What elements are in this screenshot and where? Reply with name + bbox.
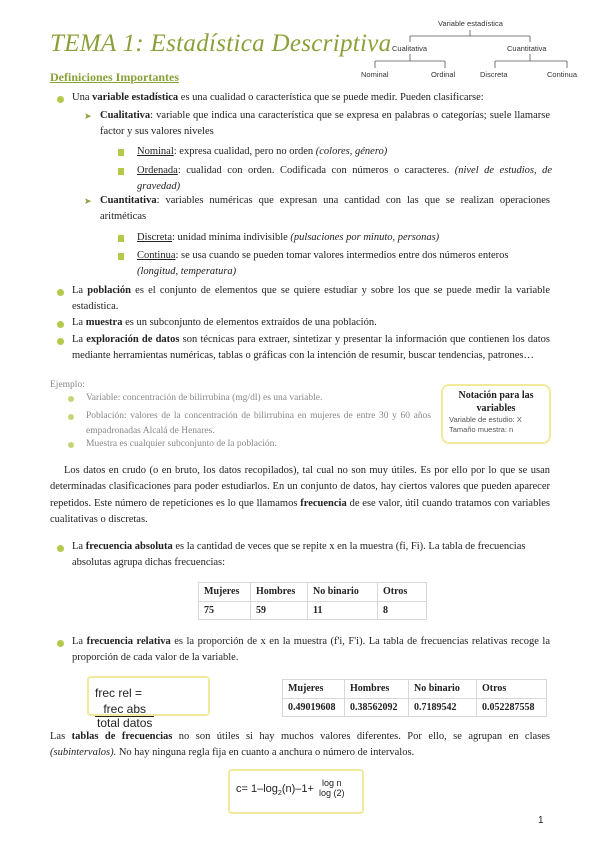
formula-denominator: total datos xyxy=(97,715,153,730)
variable-definition: Una variable estadística es una cualidad o característica que se puede medir. Pueden clasificarse: xyxy=(72,92,484,103)
notation-title: Notación para las variables xyxy=(458,390,534,414)
table-cell: 11 xyxy=(308,601,378,620)
table-header-cell: Otros xyxy=(477,680,547,699)
page-title: TEMA 1: Estadística Descriptiva xyxy=(50,30,392,57)
formula-numerator: log n xyxy=(321,778,342,788)
class-count-formula xyxy=(228,769,364,814)
continua-definition: Continua: se usa cuando se pueden tomar valores intermedios entre dos números enteros (longitud, temperatura) xyxy=(137,250,509,278)
poblacion-definition: La población es el conjunto de elementos que se quiere estudiar y sobre los que se puede medir la variable estadística. xyxy=(72,285,550,313)
square-bullet-icon xyxy=(118,149,124,156)
section-subtitle: Definiciones Importantes xyxy=(50,70,179,84)
diagram-nominal: Nominal xyxy=(361,70,389,79)
diagram-continua: Continua xyxy=(547,70,578,79)
bullet-icon xyxy=(57,321,64,328)
table-header-cell: Hombres xyxy=(251,583,308,602)
relative-frequency-formula xyxy=(87,676,210,730)
table-row xyxy=(283,698,547,717)
discreta-definition: Discreta: unidad mínima indivisible (pulsaciones por minuto, personas) xyxy=(137,232,440,243)
frecuencia-absoluta-definition: La frecuencia absoluta es la cantidad de veces que se repite x en la muestra (fi, Fi). La tabla de frecuencias absolutas agrupa dichas frecuencias: xyxy=(72,541,526,569)
diagram-root: Variable estadística xyxy=(438,19,503,28)
cuantitativa-definition: Cuantitativa: variables numéricas que expresan una cantidad con las que se realizan operaciones aritméticas xyxy=(100,195,550,223)
formula-fraction xyxy=(95,703,154,730)
table-header-row xyxy=(199,583,427,602)
table-row xyxy=(199,601,427,620)
frequency-paragraph: Los datos en crudo (o en bruto, los datos recopilados), tal cual no son muy útiles. Es por ello por lo que se usan determinadas clasificaciones para poder estudiarlos. En un conjunto de datos, hay ciertos valores que pueden aparecer repetidos. Este número de repeticiones es lo que llamamos frecuencia de ese valor, útil cuando tratamos con variables cualitativas o discretas. xyxy=(50,465,550,525)
bullet-icon xyxy=(57,96,64,103)
cualitativa-definition: Cualitativa: variable que indica una característica que se expresa en palabras o categorías; suele llamarse factor y sus valores niveles xyxy=(100,110,550,138)
absolute-frequency-table xyxy=(198,582,427,620)
formula-numerator: frec abs xyxy=(95,703,154,717)
formula-fraction xyxy=(317,779,347,799)
table-header-cell: Mujeres xyxy=(199,583,251,602)
formula-denominator: log (2) xyxy=(318,787,345,798)
bullet-icon xyxy=(57,545,64,552)
bullet-icon xyxy=(68,414,74,420)
page-number: 1 xyxy=(538,815,544,826)
diagram-cuantitativa: Cuantitativa xyxy=(507,44,547,53)
bullet-icon xyxy=(68,396,74,402)
example-label: Ejemplo: xyxy=(50,380,85,390)
table-cell: 8 xyxy=(378,601,427,620)
table-cell: 0.7189542 xyxy=(409,698,477,717)
nominal-definition: Nominal: expresa cualidad, pero no orden (colores, género) xyxy=(137,146,388,157)
bullet-icon xyxy=(68,442,74,448)
exploracion-definition: La exploración de datos son técnicas para extraer, sintetizar y presentar la información que contienen los datos mediante herramientas numéricas, tablas o gráficas con la intención de resumir, buscar tendencias, patrones… xyxy=(72,334,551,362)
table-cell: 75 xyxy=(199,601,251,620)
table-cell: 0.49019608 xyxy=(283,698,345,717)
notation-line: Variable de estudio: X xyxy=(449,415,522,424)
arrow-bullet-icon: ➤ xyxy=(84,112,92,122)
example-item: Muestra es cualquier subconjunto de la población. xyxy=(86,439,277,449)
relative-frequency-table xyxy=(282,679,547,717)
notation-line: Tamaño muestra: n xyxy=(449,425,514,435)
square-bullet-icon xyxy=(118,253,124,260)
diagram-discreta: Discreta xyxy=(480,70,508,79)
muestra-definition: La muestra es un subconjunto de elementos extraídos de una población. xyxy=(72,317,377,328)
table-cell: 59 xyxy=(251,601,308,620)
arrow-bullet-icon: ➤ xyxy=(84,197,92,207)
table-cell: 0.38562092 xyxy=(345,698,409,717)
bullet-icon xyxy=(57,289,64,296)
diagram-cualitativa: Cualitativa xyxy=(392,44,428,53)
bullet-icon xyxy=(57,338,64,345)
example-item: Variable: concentración de bilirrubina (mg/dl) es una variable. xyxy=(86,393,323,403)
square-bullet-icon xyxy=(118,168,124,175)
example-item: Población: valores de la concentración de bilirrubina en mujeres de entre 30 y 60 años empadronadas Alcalá de Henares. xyxy=(86,411,431,436)
table-header-cell: Mujeres xyxy=(283,680,345,699)
table-header-cell: No binario xyxy=(308,583,378,602)
table-header-row xyxy=(283,680,547,699)
notation-box xyxy=(441,384,551,444)
clases-paragraph: Las tablas de frecuencias no son útiles si hay muchos valores diferentes. Por ello, se agrupan en clases (subintervalos). No hay ninguna regla fija en cuanto a anchura o número de intervalos. xyxy=(50,731,550,759)
formula-subscript: 2 xyxy=(277,789,282,797)
table-header-cell: No binario xyxy=(409,680,477,699)
formula-lhs: c= 1–log xyxy=(236,782,278,795)
diagram-ordinal: Ordinal xyxy=(431,70,456,79)
formula-middle: (n)–1+ xyxy=(281,782,314,795)
frecuencia-relativa-definition: La frecuencia relativa es la proporción de x en la muestra (f'i, F'i). La tabla de frecuencias relativas recoge la proporción de cada valor de la variable. xyxy=(72,636,550,664)
variable-classification-diagram xyxy=(345,14,595,84)
ordenada-definition: Ordenada: cualidad con orden. Codificada con números o caracteres. (nivel de estudios, de gravedad) xyxy=(137,165,553,193)
table-cell: 0.052287558 xyxy=(477,698,547,717)
table-header-cell: Otros xyxy=(378,583,427,602)
bullet-icon xyxy=(57,640,64,647)
formula-lhs: frec rel = xyxy=(95,686,143,700)
square-bullet-icon xyxy=(118,235,124,242)
table-header-cell: Hombres xyxy=(345,680,409,699)
